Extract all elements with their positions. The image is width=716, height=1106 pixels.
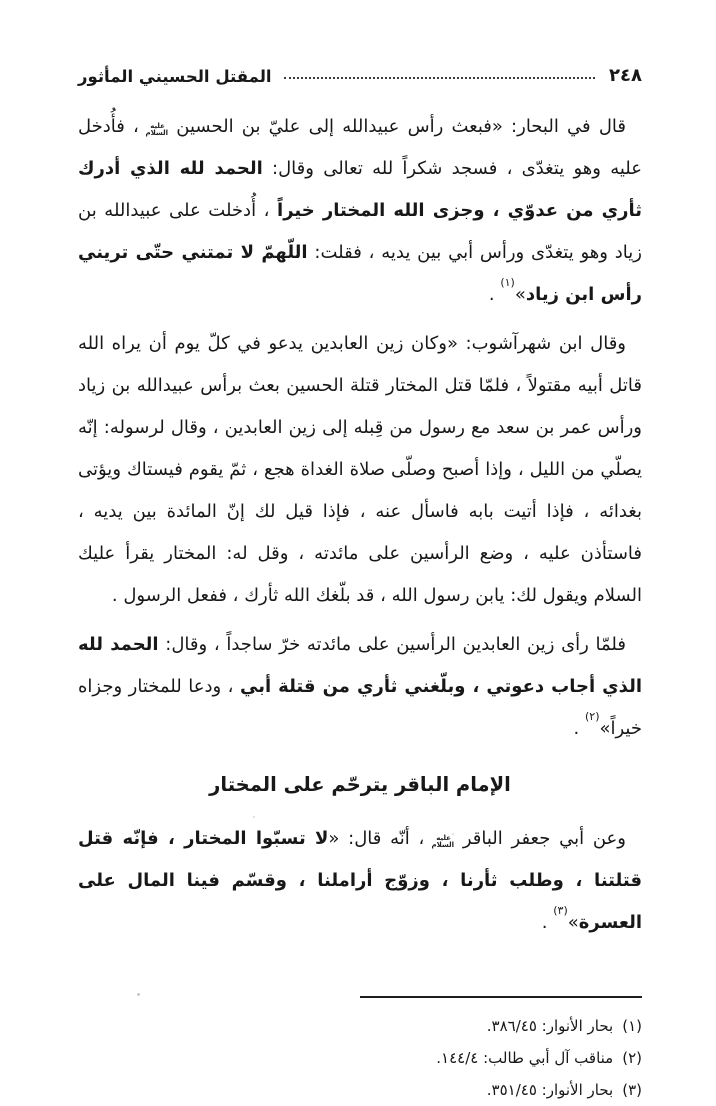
scan-speck <box>137 993 140 996</box>
scan-speck <box>452 833 454 835</box>
text-run: وقال ابن شهرآشوب: «وكان زين العابدين يدعو في كلّ يوم أن يراه الله قاتل أبيه مقتولاً ، فلمّا قتل المختار قتلة الحسين بعث برأس عبيدالله بن زياد ورأس عمر بن سعد مع رسول من قِبله إلى زين العابدين ، وقال لرسوله: إنّه يصلّي من الليل ، وإذا أصبح وصلّى صلاة الغداة هجع ، ثمّ يقوم فيستاك ويؤتى بغدائه ، فإذا أتيت بابه فاسأل عنه ، فإذا قيل لك إنّ المائدة بين يديه ، فاستأذن عليه ، وضع الرأسين على مائدته ، وقل له: المختار يقرأ عليك السلام ويقول لك: يابن رسول الله ، قد بلّغك الله ثأرك ، ففعل الرسول . <box>78 333 642 606</box>
text-run-bold: الحمد لله الذي أجاب دعوتي ، وبلّغني ثأري من قتلة أبي <box>78 634 643 697</box>
text-run: ، أُدخلت على عبيدالله بن زياد وهو يتغدّى ورأس أبي بين يديه ، فقلت: <box>78 200 642 263</box>
footnote-item <box>78 1074 642 1106</box>
paragraph-ibn-shahrashub <box>78 323 642 617</box>
page-body <box>78 106 642 944</box>
text-run: » <box>514 284 526 305</box>
text-run-bold: اللّهمّ لا تمتني حتّى تريني رأس ابن زياد <box>78 242 642 305</box>
paragraph-bihar-quote <box>78 106 642 316</box>
text-run-bold: لا تسبّوا المختار ، فإنّه قتل قتلتنا ، وطلب ثأرنا ، وزوّج أراملنا ، وقسّم فينا المال على العسرة <box>78 828 642 933</box>
section-heading: الإمام الباقر يترحّم على المختار <box>209 773 511 796</box>
footnote-text: مناقب آل أبي طالب: ١٤٤/٤. <box>436 1049 614 1067</box>
text-run: ، أنّه قال: « <box>328 828 434 849</box>
footnote-separator <box>360 996 642 998</box>
scan-speck <box>253 816 255 818</box>
footnote-marker: (٢) <box>622 1049 642 1067</box>
footnote-marker: (٣) <box>622 1081 642 1099</box>
text-run: وعن أبي جعفر الباقر <box>454 828 626 849</box>
footnote-ref-2: (٢) <box>584 710 600 723</box>
paragraph-baqir-quote <box>78 818 642 944</box>
text-run: . <box>541 912 554 933</box>
text-run: . <box>573 718 585 739</box>
text-run: قال في البحار: «فبعث رأس عبيدالله إلى عليّ بن الحسين <box>168 116 627 137</box>
footnote-text: بحار الأنوار: ٣٨٦/٤٥. <box>486 1017 614 1035</box>
text-run-bold: الحمد لله الذي أدرك ثأري من عدوّي ، وجزى الله المختار خيراً <box>78 158 642 221</box>
dotted-leader <box>284 77 595 79</box>
page-header <box>78 52 642 86</box>
text-run: » <box>567 912 579 933</box>
footnote-marker: (١) <box>622 1017 642 1035</box>
text-run: ، فأُدخل عليه وهو يتغدّى ، فسجد شكراً لله تعالى وقال: <box>78 116 642 179</box>
footnote-ref-1: (١) <box>500 276 515 289</box>
text-run: . <box>488 284 501 305</box>
footnote-ref-3: (٣) <box>553 904 568 917</box>
book-title: المقتل الحسيني المأثور <box>78 67 272 86</box>
footnote-item <box>78 1042 642 1074</box>
honorific-alayhis-salam-icon: عليه السلام <box>431 833 455 849</box>
text-run: فلمّا رأى زين العابدين الرأسين على مائدته خرّ ساجداً ، وقال: <box>158 634 626 655</box>
text-run: ، ودعا للمختار وجزاه خيراً» <box>78 676 642 739</box>
honorific-alayhis-salam-icon: عليه السلام <box>145 121 169 137</box>
page-number: ٢٤٨ <box>609 65 642 86</box>
footnote-text: بحار الأنوار: ٣٥١/٤٥. <box>486 1081 614 1099</box>
footnotes-section <box>78 996 642 1106</box>
footnote-item <box>78 1010 642 1042</box>
paragraph-sajda <box>78 624 642 750</box>
